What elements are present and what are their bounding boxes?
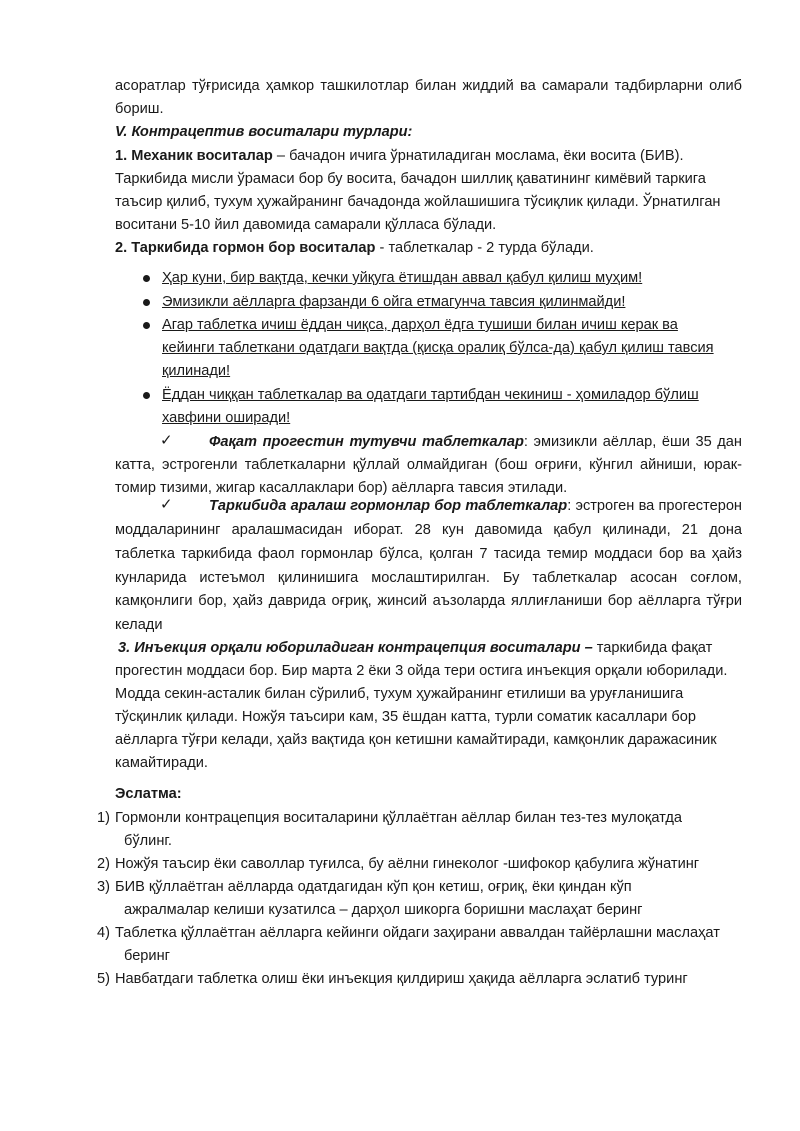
combined-heading: Таркибида аралаш гормонлар бор таблеткалар — [209, 498, 568, 514]
injection-heading: 3. Инъекция орқали юбориладиган контрацепция воситалари – — [118, 640, 593, 656]
paragraph-line: катта, эстрогенли таблеткаларни қўллай олмайдиган (бош оғриғи, кўнгил айниши, юрак- — [115, 457, 742, 473]
bullet-item: Агар таблетка ичиш ёддан чиқса, дарҳол ёдга тушиши билан ичиш керак ва — [162, 317, 678, 333]
bullet-item: Ҳар куни, бир вақтда, кечки уйқуга ётишдан аввал қабул қилиш муҳим! — [162, 270, 643, 286]
note-number: 5) — [97, 971, 110, 987]
paragraph-line: камқонлиги бор, ҳайз даврида оғриқ, жинсий аъзоларда яллиғланиши бор аёлларга тўғри — [115, 593, 742, 609]
bullet-item: Эмизикли аёлларга фарзанди 6 ойга етмагунча тавсия қилинмайди! — [162, 294, 626, 310]
paragraph-line: аёлларга тўғри келади, ҳайз вақтида қон кетишни камайтиради, камқонлик даражасиник — [115, 732, 717, 748]
note-item: Навбатдаги таблетка олиш ёки инъекция қилдириш ҳақида аёлларга эслатиб туринг — [115, 971, 688, 987]
paragraph-line: прогестин моддаси бор. Бир марта 2 ёки 3 ойда тери остига инъекция орқали юборилади. — [115, 663, 728, 679]
injection-text: таркибида фақат — [592, 640, 713, 656]
bullet-icon — [143, 392, 150, 399]
note-number: 1) — [97, 810, 110, 826]
paragraph-line: келади — [115, 617, 163, 633]
paragraph-line: Таркибида мисли ўрамаси бор бу восита, бачадон шиллиқ қаватининг кимёвий таркига — [115, 171, 706, 187]
progestin-heading: Фақат прогестин тутувчи таблеткалар — [209, 434, 524, 450]
hormonal-text: - таблеткалар - 2 турда бўлади. — [375, 240, 594, 256]
paragraph-line: моддаларининг аралашмасидан иборат. 28 кун давомида қабул қилинади, 21 дона — [115, 522, 742, 538]
bullet-item-continuation: хавфини оширади! — [162, 410, 291, 426]
checkmark-icon: ✓ — [160, 431, 173, 449]
bullet-icon — [143, 299, 150, 306]
note-item: Гормонли контрацепция воситаларини қўллаётган аёллар билан тез-тез мулоқатда — [115, 810, 682, 826]
bullet-item-continuation: қилинади! — [162, 363, 231, 379]
intro-line: асоратлар тўғрисида ҳамкор ташкилотлар билан жиддий ва самарали тадбирларни олиб — [115, 78, 742, 94]
note-number: 2) — [97, 856, 110, 872]
bullet-icon — [143, 322, 150, 329]
paragraph-line: таъсир қилиб, тухум ҳужайранинг бачадонда жойлашишига тўсиқлик қилади. Ўрнатилган — [115, 194, 721, 210]
paragraph-line: кунларида истеъмол қилинишига мослаштирилган. Бу таблеткалар асосан соғлом, — [115, 570, 742, 586]
progestin-text: : эмизикли аёллар, ёши 35 дан — [523, 434, 742, 450]
paragraph-line: Модда секин-асталик билан сўрилиб, тухум ҳужайранинг етилиши ва уруғланишига — [115, 686, 684, 702]
paragraph-line — [118, 638, 712, 658]
bullet-icon — [143, 275, 150, 282]
paragraph-line — [209, 496, 742, 516]
note-number: 4) — [97, 925, 110, 941]
checkmark-icon: ✓ — [160, 495, 173, 513]
note-item-continuation: бўлинг. — [124, 833, 172, 849]
paragraph-line: тўсқинлик қилади. Ножўя таъсири кам, 35 ёшдан катта, турли соматик касаллари бор — [115, 709, 697, 725]
note-number: 3) — [97, 879, 110, 895]
combined-text: : эстроген ва прогестерон — [567, 498, 742, 514]
paragraph-line: воситани 5-10 йил давомида самарали қўлласа бўлади. — [115, 217, 497, 233]
note-item: БИВ қўллаётган аёлларда одатдагидан кўп қон кетиш, оғриқ, ёки қиндан кўп — [115, 879, 632, 895]
hormonal-heading: 2. Таркибида гормон бор воситалар — [115, 240, 376, 256]
bullet-item: Ёддан чиққан таблеткалар ва одатдаги тартибдан чекиниш - ҳомиладор бўлиш — [162, 387, 699, 403]
paragraph-line: томир тизими, жигар касаллаклари бор) аёлларга тавсия этилади. — [115, 480, 568, 496]
note-item-continuation: ажралмалар келиши кузатилса – дарҳол шикорга боришни маслаҳат беринг — [124, 902, 643, 918]
bullet-item-continuation: кейинги таблеткани одатдаги вақтда (қисқа оралиқ бўлса-да) қабул қилиш тавсия — [162, 340, 714, 356]
notes-title: Эслатма: — [115, 786, 182, 802]
paragraph-line — [209, 432, 742, 452]
note-item-continuation: беринг — [124, 948, 170, 964]
section-title: V. Контрацептив воситалари турлари: — [115, 124, 413, 140]
intro-line: бориш. — [115, 101, 164, 117]
note-item: Таблетка қўллаётган аёлларга кейинги ойдаги заҳирани аввалдан тайёрлашни маслаҳат — [115, 925, 720, 941]
mechanical-text: – бачадон ичига ўрнатиладиган мослама, ёки восита (БИВ). — [272, 148, 684, 164]
paragraph-line — [115, 146, 684, 166]
paragraph-line: таблетка таркибида фаол гормонлар бўлса, қолган 7 тасида темир моддаси бор ва ҳайз — [115, 546, 742, 562]
note-item: Ножўя таъсир ёки саволлар туғилса, бу аёлни гинеколог -шифокор қабулига жўнатинг — [115, 856, 700, 872]
mechanical-heading: 1. Механик воситалар — [115, 148, 273, 164]
paragraph-line: камайтиради. — [115, 755, 208, 771]
paragraph-line — [115, 238, 594, 258]
